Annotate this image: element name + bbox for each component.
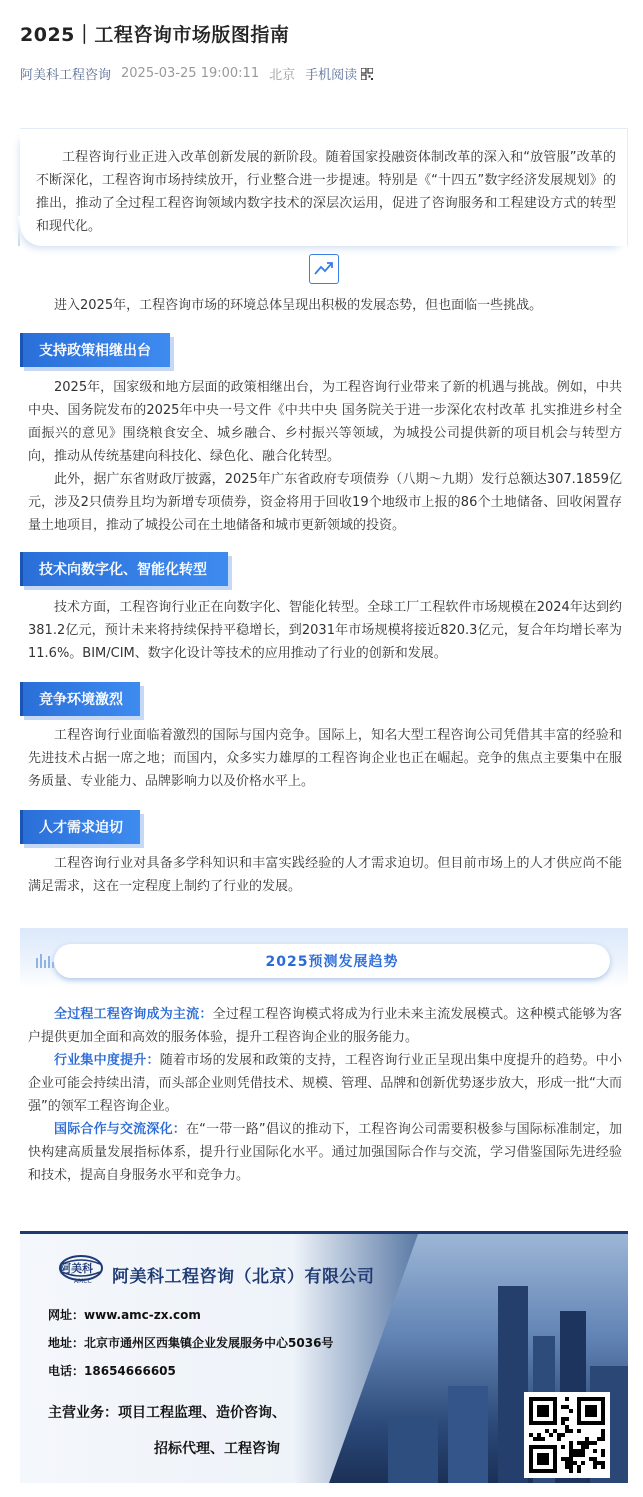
mobile-read-label: 手机阅读 (305, 68, 358, 83)
section-paragraph: 技术方面，工程咨询行业正在向数字化、智能化转型。全球工厂工程软件市场规模在2024年达到约381.2亿元，预计未来将持续保持平稳增长，到2031年市场规模将接近820.3亿元，复合年均增长率为11.6%。BIM/CIM、数字化设计等技术的应用推动了行业的创新和发展。 (28, 600, 622, 661)
section-heading-talent: 人才需求迫切 (20, 810, 140, 844)
logo-subtext: AMCC (74, 1278, 92, 1285)
qrcode-icon (361, 68, 373, 80)
section-heading-policy: 支持政策相继出台 (20, 333, 170, 367)
trend-item-label: 行业集中度提升： (54, 1053, 160, 1068)
lead-paragraph: 进入2025年，工程咨询市场的环境总体呈现出积极的发展态势，但也面临一些挑战。 (54, 298, 543, 313)
intro-paragraph: 工程咨询行业正进入改革创新发展的新阶段。随着国家投融资体制改革的深入和“放管服”改革的不断深化，工程咨询市场持续放开，行业整合进一步提速。特别是《“十四五”数字经济发展规划》的推出，推动了全过程工程咨询领域内数字技术的深层次运用，促进了咨询服务和工程建设方式的转型和现代化。 (36, 150, 616, 234)
business-line-2: 招标代理、工程咨询 (154, 1441, 280, 1457)
qr-code-image (524, 1392, 610, 1478)
section-heading-competition: 竞争环境激烈 (20, 682, 140, 716)
article-meta (20, 64, 373, 83)
address-label: 地址： (48, 1336, 85, 1350)
section-paragraph: 2025年，国家级和地方层面的政策相继出台，为工程咨询行业带来了新的机遇与挑战。例如，中共中央、国务院发布的2025年中央一号文件《中共中央 国务院关于进一步深化农村改革 扎实推进乡村全面振兴的意见》围绕粮食安全、城乡融合、乡村振兴等领域，为城投公司提供新的项目机会与转型方向，推动从传统基建向科技化、绿色化、融合化转型。 (28, 380, 622, 464)
business-value-1: 项目工程监理、造价咨询、 (118, 1405, 286, 1421)
trend-item-label: 国际合作与交流深化： (54, 1122, 186, 1137)
phone-line (48, 1362, 176, 1379)
publish-time: 2025-03-25 19:00:11 (121, 66, 260, 81)
article-title: 2025｜工程咨询市场版图指南 (20, 24, 290, 46)
website-line (48, 1306, 201, 1323)
section-heading-tech: 技术向数字化、智能化转型 (20, 552, 228, 586)
trend-item-text: 随着市场的发展和政策的支持，工程咨询行业正呈现出集中度提升的趋势。中小企业可能会持续出清，而头部企业则凭借技术、规模、管理、品牌和创新优势逐步放大，形成一批“大而强”的领军工程咨询企业。 (28, 1053, 622, 1114)
trends-heading: 2025预测发展趋势 (54, 944, 610, 978)
business-line-1 (48, 1402, 286, 1422)
phone-label: 电话： (48, 1364, 85, 1378)
trend-item (28, 1049, 622, 1118)
website-value[interactable]: www.amc-zx.com (84, 1308, 201, 1322)
trend-item-text: 在“一带一路”倡议的推动下，工程咨询公司需要积极参与国际标准制定，加快构建高质量发展指标体系，提升行业国际化水平。通过加强国际合作与交流，学习借鉴国际先进经验和技术，提高自身服务水平和竞争力。 (28, 1122, 622, 1183)
company-name: 阿美科工程咨询（北京）有限公司 (112, 1267, 375, 1287)
trend-item (28, 1003, 622, 1049)
trend-item (28, 1118, 622, 1187)
mobile-read-button[interactable] (305, 64, 373, 83)
company-ad-card[interactable] (20, 1231, 628, 1483)
trend-item-text: 全过程工程咨询模式将成为行业未来主流发展模式。这种模式能够为客户提供更加全面和高效的服务体验，提升工程咨询企业的服务能力。 (28, 1007, 622, 1045)
author-link[interactable]: 阿美科工程咨询 (20, 68, 112, 83)
phone-value[interactable]: 18654666605 (84, 1364, 176, 1378)
trend-item-label: 全过程工程咨询成为主流： (54, 1007, 213, 1022)
website-label: 网址： (48, 1308, 85, 1322)
publish-location: 北京 (269, 68, 296, 83)
address-line (48, 1334, 333, 1351)
section-paragraph: 工程咨询行业面临着激烈的国际与国内竞争。国际上，知名大型工程咨询公司凭借其丰富的经验和先进技术占据一席之地；而国内，众多实力雄厚的工程咨询企业也正在崛起。竞争的焦点主要集中在服务质量、专业能力、品牌影响力以及价格水平上。 (28, 728, 622, 789)
section-paragraph: 工程咨询行业对具备多学科知识和丰富实践经验的人才需求迫切。但目前市场上的人才供应尚不能满足需求，这在一定程度上制约了行业的发展。 (28, 856, 622, 894)
logo-text: 阿美科 (60, 1262, 93, 1275)
business-label: 主营业务： (48, 1405, 118, 1421)
section-paragraph: 此外，据广东省财政厅披露，2025年广东省政府专项债券（八期～九期）发行总额达307.1859亿元，涉及2只债券且均为新增专项债券，资金将用于回收19个地级市上报的86个土地储备、回收闲置存量土地项目，推动了城投公司在土地储备和城市更新领域的投资。 (28, 472, 622, 533)
address-value: 北京市通州区西集镇企业发展服务中心5036号 (84, 1336, 334, 1350)
trend-up-icon (309, 254, 339, 284)
